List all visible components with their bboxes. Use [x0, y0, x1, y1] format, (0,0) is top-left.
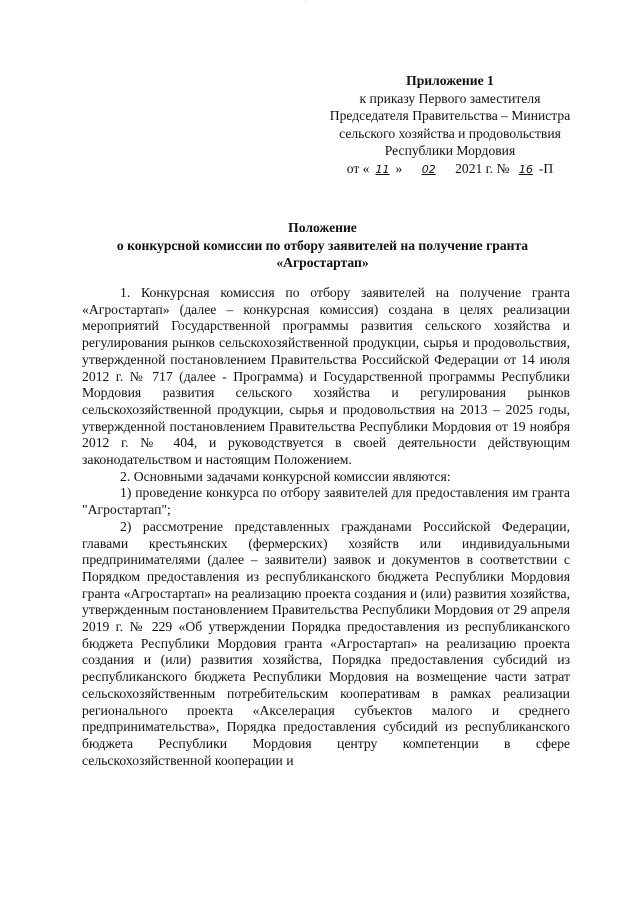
date-day: 11: [375, 162, 390, 176]
title-line: «Агростартап»: [276, 255, 369, 270]
appendix-line: Республики Мордовия: [384, 143, 516, 158]
paragraph: 1. Конкурсная комиссия по отбору заявителей на получение гранта «Агростартап» (далее – конкурсная комиссия) создана в целях реализации мероприятий Государственной программы развития сельского хозяйства и регулирования рынков сельскохозяйственной продукции, сырья и продовольствия, утвержденной постановлением Правительства Российской Федерации от 14 июля 2012 г. № 717 (далее - Программа) и Государственной программы Республики Мордовия развития сельского хозяйства и регулирования рынков сельскохозяйственной продукции, сырья и продовольствия на 2013 – 2025 годы, утвержденной постановлением Правительства Республики Мордовия от 19 ноября 2012 г. № 404, и руководствуется в своей деятельности действующим законодательством и настоящим Положением.: [82, 285, 570, 468]
appendix-line: Председателя Правительства – Министра: [329, 108, 571, 123]
page-number-mark: ·: [304, 0, 307, 6]
order-suffix: -П: [538, 160, 554, 176]
order-date-line: [300, 160, 600, 179]
appendix-header: [300, 72, 600, 178]
appendix-title: Приложение 1: [406, 73, 494, 88]
appendix-line: сельского хозяйства и продовольствия: [339, 125, 561, 141]
title-line: о конкурсной комиссии по отбору заявителей на получение гранта: [116, 237, 529, 253]
document-body: [82, 285, 570, 769]
title-line: Положение: [288, 220, 357, 235]
document-title: [70, 219, 575, 272]
date-prefix: от «: [346, 160, 370, 176]
paragraph: 1) проведение конкурса по отбору заявителей для предоставления им гранта "Агростартап";: [82, 485, 570, 518]
order-number: 16: [518, 162, 533, 176]
paragraph: 2. Основными задачами конкурсной комиссии являются:: [120, 468, 451, 484]
date-year: 2021 г. №: [455, 160, 510, 176]
date-month: 02: [421, 162, 436, 176]
date-mid: »: [395, 160, 403, 176]
paragraph: 2) рассмотрение представленных гражданами Российской Федерации, главами крестьянских (фермерских) хозяйств или индивидуальными предпринимателями (далее – заявители) заявок и документов в соответствии с Порядком предоставления из республиканского бюджета Республики Мордовия гранта «Агростартап» на реализацию проекта создания и (или) развития хозяйства, утвержденным постановлением Правительства Республики Мордовия от 29 апреля 2019 г. № 229 «Об утверждении Порядка предоставления из республиканского бюджета Республики Мордовия гранта «Агростартап» на реализацию проекта создания и (или) развития хозяйства, Порядка предоставления субсидий из республиканского бюджета Республики Мордовия на возмещение части затрат сельскохозяйственным потребительским кооперативам в рамках реализации регионального проекта «Акселерация субъектов малого и среднего предпринимательства», Порядка предоставления субсидий из республиканского бюджета Республики Мордовия центру компетенции в сфере сельскохозяйственной кооперации и: [82, 518, 570, 768]
appendix-line: к приказу Первого заместителя: [359, 90, 541, 106]
